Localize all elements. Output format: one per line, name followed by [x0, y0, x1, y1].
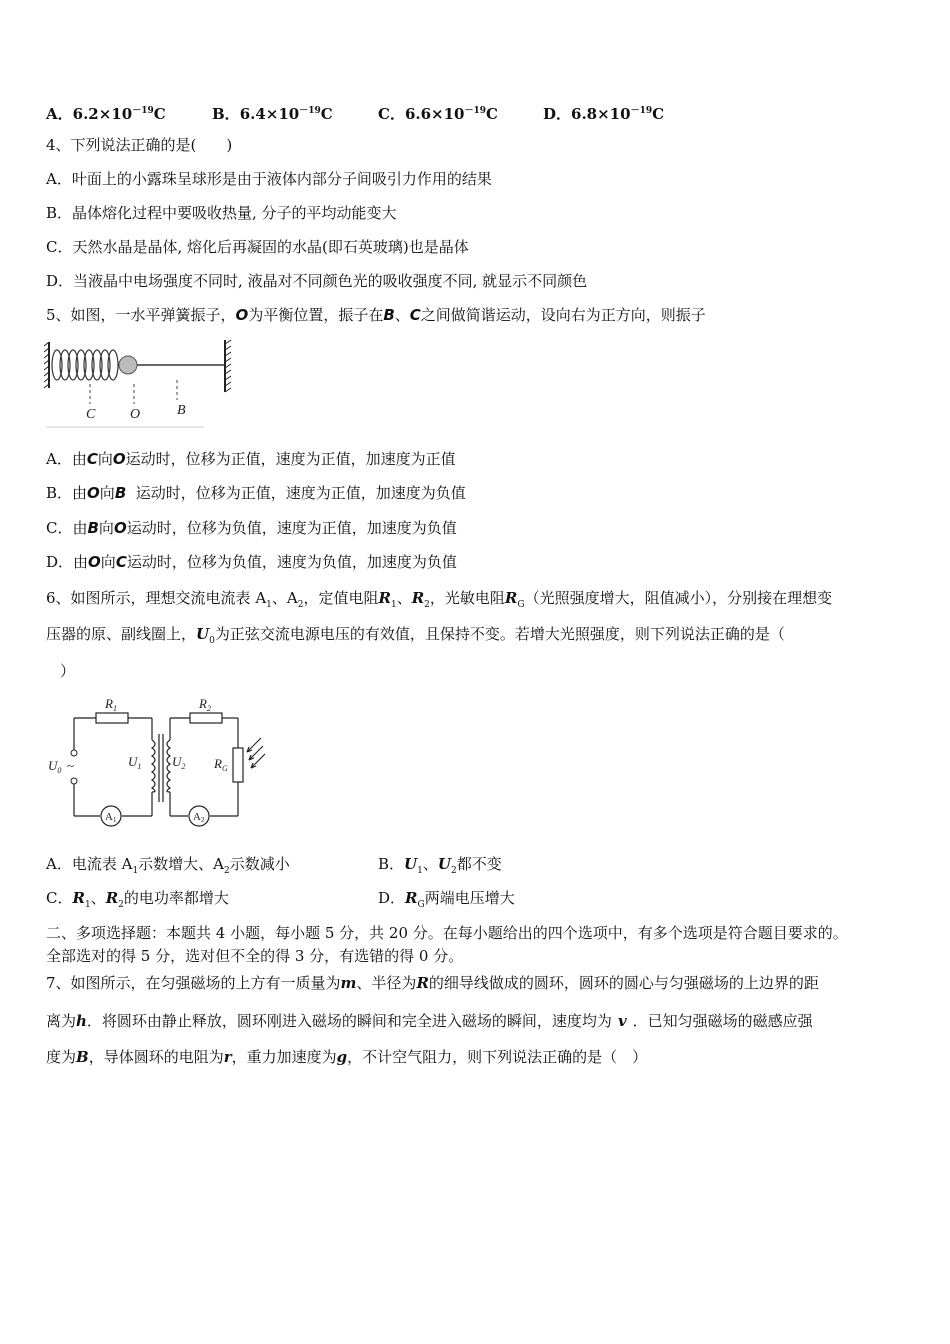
spring-oscillator-figure [44, 336, 236, 428]
section2-heading-line2: 全部选对的得 5 分，选对但不全的得 3 分，有选错的得 0 分。 [46, 947, 464, 965]
q4-stem: 4、下列说法正确的是( ) [46, 136, 233, 154]
q6-option-a: A．电流表 $A_1$示数增大、$A_2$示数减小 [46, 855, 290, 876]
q5-option-c: C．由B向O运动时，位移为负值，速度为正值，加速度为负值 [46, 519, 457, 537]
q3-option-a: A．$6.2\times 10^{-19}C$ [46, 105, 166, 123]
terminal-top [71, 750, 77, 756]
label-a1: A1 [105, 811, 117, 824]
q5-stem: 5、如图，一水平弹簧振子，O为平衡位置，振子在B、C之间做简谐运动，设向右为正方向，则振子 [46, 306, 706, 324]
label-tilde: ~ [67, 758, 75, 773]
q7-stem-line1: 7、如图所示，在匀强磁场的上方有一质量为m、半径为R的细导线做成的圆环，圆环的圆心与匀强磁场的上边界的距 [46, 974, 819, 992]
light-arrows-icon [247, 738, 265, 768]
q5-option-b: B．由O向B 运动时，位移为正值，速度为正值，加速度为负值 [46, 484, 466, 502]
q3-option-b: B．$6.4\times 10^{-19}C$ [212, 105, 333, 123]
photoresistor-rg [233, 748, 243, 782]
label-b: B [177, 403, 186, 418]
q6-option-d: D．$R_G$两端电压增大 [378, 889, 515, 910]
label-a2: A2 [193, 811, 205, 824]
q6-stem-line3: ） [60, 662, 76, 680]
label-u2: $U_2$ [172, 754, 186, 771]
primary-coil [152, 740, 155, 792]
q5-option-a: A．由C向O运动时，位移为正值，速度为正值，加速度为正值 [46, 450, 456, 468]
label-u0: $U_0$ [48, 758, 62, 775]
q6-stem-line2: 压器的原、副线圈上，$U_0$为正弦交流电源电压的有效值，且保持不变。若增大光照强度，则下列说法正确的是（ [46, 625, 785, 646]
q3-option-c: C．$6.6\times 10^{-19}C$ [378, 105, 498, 123]
q6-option-c: C．$R_1$、$R_2$的电功率都增大 [46, 889, 229, 910]
secondary-coil [167, 740, 170, 792]
q4-option-b: B．晶体熔化过程中要吸收热量, 分子的平均动能变大 [46, 204, 397, 222]
label-rg: $R_G$ [214, 756, 228, 773]
label-o: O [130, 407, 141, 422]
transformer-circuit-figure [44, 694, 274, 828]
q6-option-b: B．$U_1$、$U_2$都不变 [378, 855, 502, 876]
label-r2: $R_2$ [199, 696, 211, 713]
q4-option-a: A．叶面上的小露珠呈球形是由于液体内部分子间吸引力作用的结果 [46, 170, 492, 188]
q4-option-c: C．天然水晶是晶体, 熔化后再凝固的水晶(即石英玻璃)也是晶体 [46, 238, 469, 256]
label-u1: $U_1$ [128, 754, 142, 771]
oscillator-ball [119, 356, 137, 374]
resistor-r2 [190, 713, 222, 723]
spring [52, 350, 118, 380]
q7-stem-line2: 离为h．将圆环由静止释放，圆环刚进入磁场的瞬间和完全进入磁场的瞬间，速度均为 v ．已知匀强磁场的磁感应强 [46, 1012, 813, 1030]
section2-heading-line1: 二、多项选择题：本题共 4 小题，每小题 5 分，共 20 分。在每小题给出的四个选项中，有多个选项是符合题目要求的。 [46, 924, 848, 942]
q3-option-d: D．$6.8\times 10^{-19}C$ [543, 105, 665, 123]
label-c: C [86, 407, 96, 422]
q6-stem-line1: 6、如图所示，理想交流电流表 $A_1$、$A_2$，定值电阻$R_1$、$R_2$，光敏电阻$R_G$（光照强度增大，阻值减小），分别接在理想变 [46, 589, 833, 610]
q5-option-d: D．由O向C运动时，位移为负值，速度为负值，加速度为负值 [46, 553, 457, 571]
q7-stem-line3: 度为B，导体圆环的电阻为r，重力加速度为g，不计空气阻力，则下列说法正确的是（ ） [46, 1048, 648, 1066]
q4-option-d: D．当液晶中电场强度不同时, 液晶对不同颜色光的吸收强度不同, 就显示不同颜色 [46, 272, 588, 290]
label-r1: $R_1$ [105, 696, 117, 713]
resistor-r1 [96, 713, 128, 723]
terminal-bottom [71, 778, 77, 784]
